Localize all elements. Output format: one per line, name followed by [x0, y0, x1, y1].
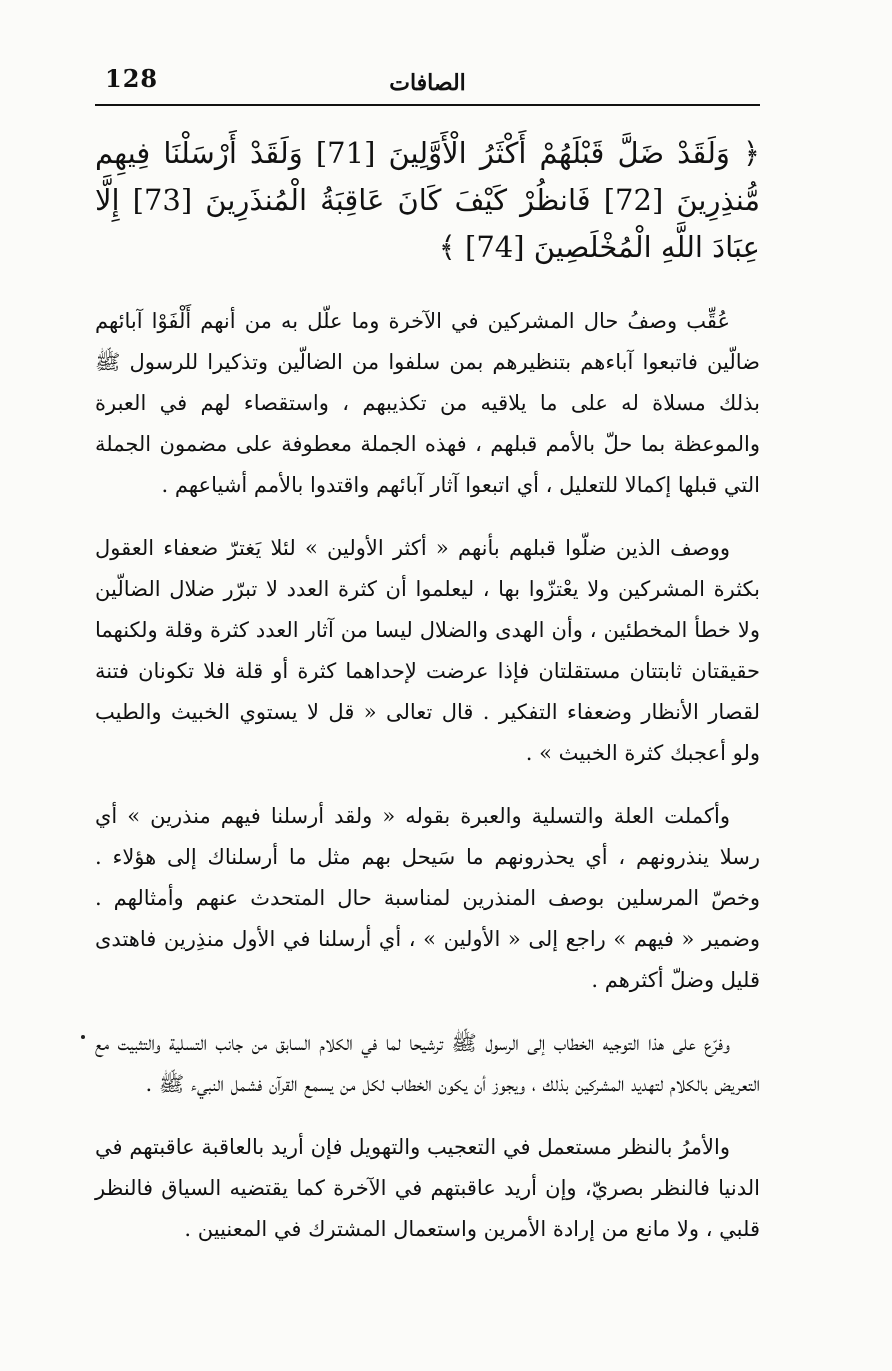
paragraph-5: والأمرُ بالنظر مستعمل في التعجيب والتهويل فإن أريد بالعاقبة عاقبتهم في الدنيا فالنظر بصريّ، وإن أريد عاقبتهم في الآخرة كما يقتضيه السياق فالنظر قلبي ، ولا مانع من إرادة الأمرين واستعمال المشترك في المعنيين . [95, 1135, 760, 1241]
surah-title: الصافات [389, 70, 466, 96]
paragraph-4: وفرّع على هذا التوجيه الخطاب إلى الرسول ﷺ ترشيحا لما في الكلام السابق من جانب التسلية والتثبيت مع التعريض بالكلام لتهديد المشركين بذلك ، ويجوز أن يكون الخطاب لكل من يسمع القرآن فشمل النبيء ﷺ . [95, 1031, 760, 1096]
page-header [95, 60, 760, 106]
page-content [95, 130, 760, 1272]
margin-speck [81, 1035, 85, 1039]
paragraph-1: عُقِّب وصفُ حال المشركين في الآخرة وما علّل به من أنهم أَلْفَوْا آبائهم ضالّين فاتبعوا آباءهم بتنظيرهم بمن سلفوا من الضالّين وتذكيرا للرسول ﷺ بذلك مسلاة له على ما يلاقيه من تكذيبهم ، واستقصاء لهم في العبرة والموعظة بما حلّ بالأمم قبلهم ، فهذه الجملة معطوفة على مضمون الجملة التي قبلها إكمالا للتعليل ، أي اتبعوا آثار آبائهم واقتدوا بالأمم أشياعهم . [95, 309, 760, 497]
paragraph-2: ووصف الذين ضلّوا قبلهم بأنهم « أكثر الأولين » لئلا يَغترّ ضعفاء العقول بكثرة المشركين ولا يعْتزّوا بها ، ليعلموا أن كثرة العدد لا تبرّر ضلال الضالّين ولا خطأ المخطئين ، وأن الهدى والضلال ليسا من آثار العدد كثرة وقلة ولكنهما حقيقتان ثابتتان مستقلتان فإذا عرضت لإحداهما كثرة أو قلة فلا تكونان فتنة لقصار الأنظار وضعفاء التفكير . قال تعالى « قل لا يستوي الخبيث والطيب ولو أعجبك كثرة الخبيث » . [95, 536, 760, 765]
quran-verse: ﴿ وَلَقَدْ ضَلَّ قَبْلَهُمْ أَكْثَرُ الْأَوَّلِينَ [71] وَلَقَدْ أَرْسَلْنَا فِيهِم مُّنذِرِينَ [72] فَانظُرْ كَيْفَ كَانَ عَاقِبَةُ الْمُنذَرِينَ [73] إِلَّا عِبَادَ اللَّهِ الْمُخْلَصِينَ [74] ﴾ [95, 136, 760, 264]
page-number: 128 [105, 64, 159, 93]
paragraph-3: وأكملت العلة والتسلية والعبرة بقوله « ولقد أرسلنا فيهم منذرين » أي رسلا ينذرونهم ، أي يحذرونهم ما سَيحل بهم مثل ما أرسلناك إلى هؤلاء . وخصّ المرسلين بوصف المنذرين لمناسبة حال المتحدث عنهم وأمثالهم . وضمير « فيهم » راجع إلى « الأولين » ، أي أرسلنا في الأول منذِرين فاهتدى قليل وضلّ أكثرهم . [95, 804, 760, 992]
